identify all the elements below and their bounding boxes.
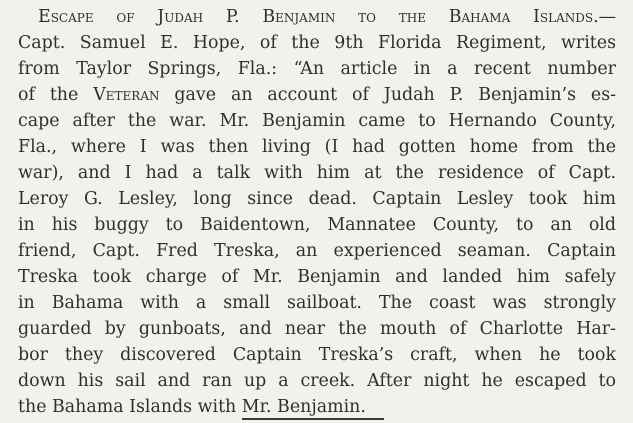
article-line-11: Treska took charge of Mr. Benjamin and landed him safely xyxy=(18,267,616,287)
article-line-9: in his buggy to Baidentown, Mannatee County, to an old xyxy=(18,215,616,235)
article-line-2: Capt. Samuel E. Hope, of the 9th Florida Regiment, writes xyxy=(18,33,616,53)
article-line-10: friend, Capt. Fred Treska, an experienced seaman. Captain xyxy=(18,241,616,261)
article-line-15: down his sail and ran up a creek. After night he escaped to xyxy=(18,371,616,391)
line-text-before: of the xyxy=(18,85,94,105)
line-text-after: gave an account of Judah P. Benjamin’s es- xyxy=(159,85,616,105)
publication-name: Veteran xyxy=(93,85,160,105)
article-line-3: from Taylor Springs, Fla.: “An article in a recent number xyxy=(18,59,616,79)
article-line-14: bor they discovered Captain Treska’s craft, when he took xyxy=(18,345,616,365)
article-line-8: Leroy G. Lesley, long since dead. Captain Lesley took him xyxy=(18,189,616,209)
article-line-5: cape after the war. Mr. Benjamin came to Hernando County, xyxy=(18,111,616,131)
section-divider-rule xyxy=(242,418,384,420)
article-line-12: in Bahama with a small sailboat. The coast was strongly xyxy=(18,293,616,313)
article-line-6: Fla., where I was then living (I had gotten home from the xyxy=(18,137,616,157)
article-title: Escape of Judah P. Benjamin to the Bahama Islands. xyxy=(38,7,599,27)
article-line-4 xyxy=(18,82,616,108)
title-dash: — xyxy=(598,7,616,27)
article-line-16: the Bahama Islands with Mr. Benjamin. xyxy=(18,397,366,417)
article-line-7: war), and I had a talk with him at the residence of Capt. xyxy=(18,163,616,183)
article-line-1 xyxy=(38,4,616,30)
article-line-13: guarded by gunboats, and near the mouth of Charlotte Har- xyxy=(18,319,616,339)
